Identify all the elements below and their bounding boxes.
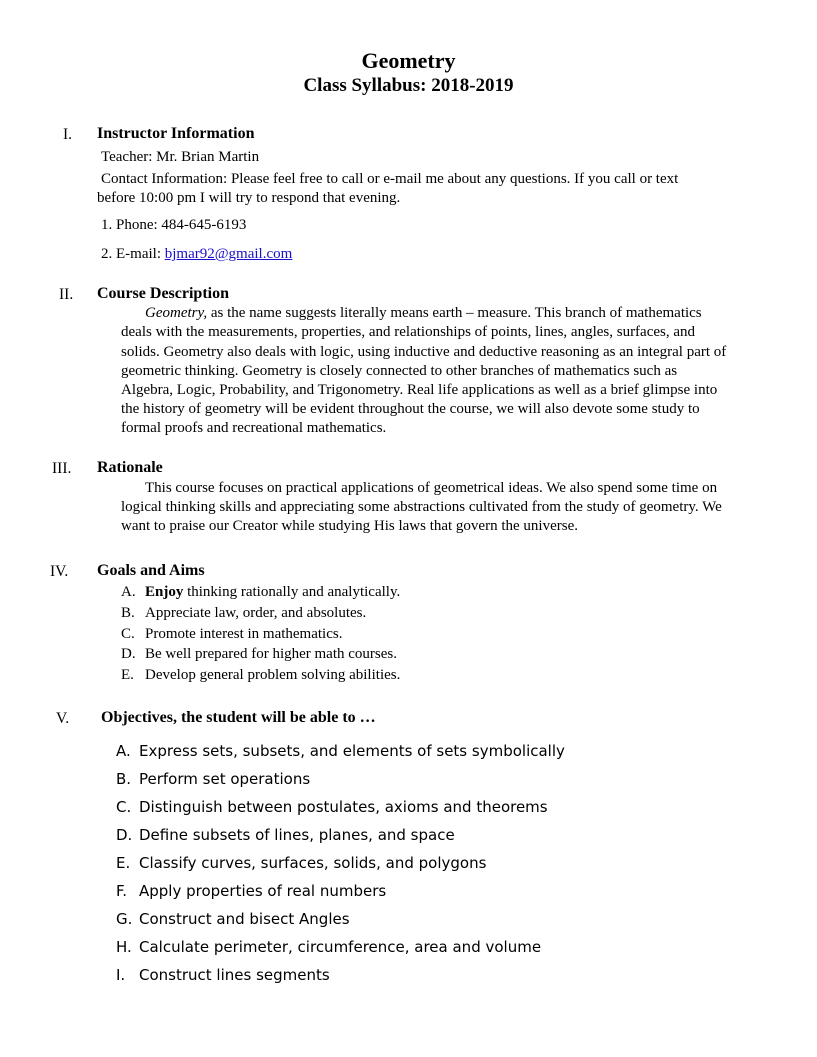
list-item-text: Construct lines segments xyxy=(139,966,330,984)
list-item-text: Construct and bisect Angles xyxy=(139,910,350,928)
description-line: deals with the measurements, properties, and relationships of points, lines, angles, surfaces, and xyxy=(121,324,696,340)
list-item-text: Distinguish between postulates, axioms and theorems xyxy=(139,798,548,816)
section-numeral: V. xyxy=(56,710,70,727)
contact-info: Contact Information: Please feel free to call or e-mail me about any questions. If you call or text xyxy=(101,171,679,187)
list-item-letter: A. xyxy=(116,742,131,760)
page-subtitle: Class Syllabus: 2018-2019 xyxy=(303,75,514,96)
list-item-letter: C. xyxy=(116,798,132,816)
rationale-line: logical thinking skills and appreciating some abstractions cultivated from the study of geometry. We xyxy=(121,499,722,515)
list-item-text: Calculate perimeter, circumference, area and volume xyxy=(139,938,542,956)
section-numeral: IV. xyxy=(50,563,69,580)
list-item-letter: A. xyxy=(121,584,136,600)
list-item-text: Appreciate law, order, and absolutes. xyxy=(145,605,367,621)
description-line: Algebra, Logic, Probability, and Trigonometry. Real life applications as well as a brief glimpse into xyxy=(121,382,718,398)
goal-rest: thinking rationally and analytically. xyxy=(183,584,401,600)
rationale-line: want to praise our Creator while studying His laws that govern the universe. xyxy=(121,518,578,534)
list-item-letter: E. xyxy=(116,854,131,872)
list-item-letter: B. xyxy=(121,605,135,621)
description-line: formal proofs and recreational mathematics. xyxy=(121,420,387,436)
list-item-letter: E. xyxy=(121,667,134,683)
rationale-line: This course focuses on practical applications of geometrical ideas. We also spend some time on xyxy=(145,480,718,496)
list-item-text xyxy=(145,584,400,601)
section-heading-instructor: Instructor Information xyxy=(97,125,255,142)
section-heading-description: Course Description xyxy=(97,285,229,302)
section-heading-goals: Goals and Aims xyxy=(97,562,205,579)
description-line: solids. Geometry also deals with logic, using inductive and deductive reasoning as an integral part of xyxy=(121,344,727,360)
list-item-text: Define subsets of lines, planes, and space xyxy=(139,826,455,844)
list-item-letter: G. xyxy=(116,910,133,928)
list-item-text: Be well prepared for higher math courses. xyxy=(145,646,397,662)
email-link[interactable]: bjmar92@gmail.com xyxy=(164,246,293,262)
list-item-text: Express sets, subsets, and elements of sets symbolically xyxy=(139,742,565,760)
list-item-letter: F. xyxy=(116,882,127,900)
list-item-letter: I. xyxy=(116,966,126,984)
section-numeral: I. xyxy=(63,126,73,143)
contact-info-cont: before 10:00 pm I will try to respond that evening. xyxy=(97,190,401,206)
section-numeral: II. xyxy=(59,286,74,303)
section-numeral: III. xyxy=(52,460,72,477)
section-heading-rationale: Rationale xyxy=(97,459,163,476)
list-item-text: Promote interest in mathematics. xyxy=(145,626,343,642)
list-item-letter: H. xyxy=(116,938,132,956)
section-heading-objectives: Objectives, the student will be able to … xyxy=(101,709,376,726)
email-label: 2. E-mail: xyxy=(101,246,165,262)
list-item-text: Perform set operations xyxy=(139,770,311,788)
email-line xyxy=(101,246,292,263)
page-title: Geometry xyxy=(361,48,456,73)
phone-number: 1. Phone: 484-645-6193 xyxy=(101,217,247,233)
description-line: geometric thinking. Geometry is closely connected to other branches of mathematics such as xyxy=(121,363,678,379)
description-lead-italic: Geometry, xyxy=(145,305,208,321)
list-item-letter: D. xyxy=(116,826,133,844)
list-item-text: Apply properties of real numbers xyxy=(139,882,387,900)
goal-emphasis: Enjoy xyxy=(145,584,184,600)
list-item-text: Classify curves, surfaces, solids, and polygons xyxy=(139,854,487,872)
description-line-rest: as the name suggests literally means earth – measure. This branch of mathematics xyxy=(207,305,702,321)
list-item-text: Develop general problem solving abilities. xyxy=(145,667,401,683)
list-item-letter: D. xyxy=(121,646,136,662)
teacher-name: Teacher: Mr. Brian Martin xyxy=(101,149,260,165)
list-item-letter: B. xyxy=(116,770,132,788)
list-item-letter: C. xyxy=(121,626,135,642)
description-line: the history of geometry will be evident throughout the course, we will also devote some study to xyxy=(121,401,700,417)
description-line xyxy=(145,305,702,322)
